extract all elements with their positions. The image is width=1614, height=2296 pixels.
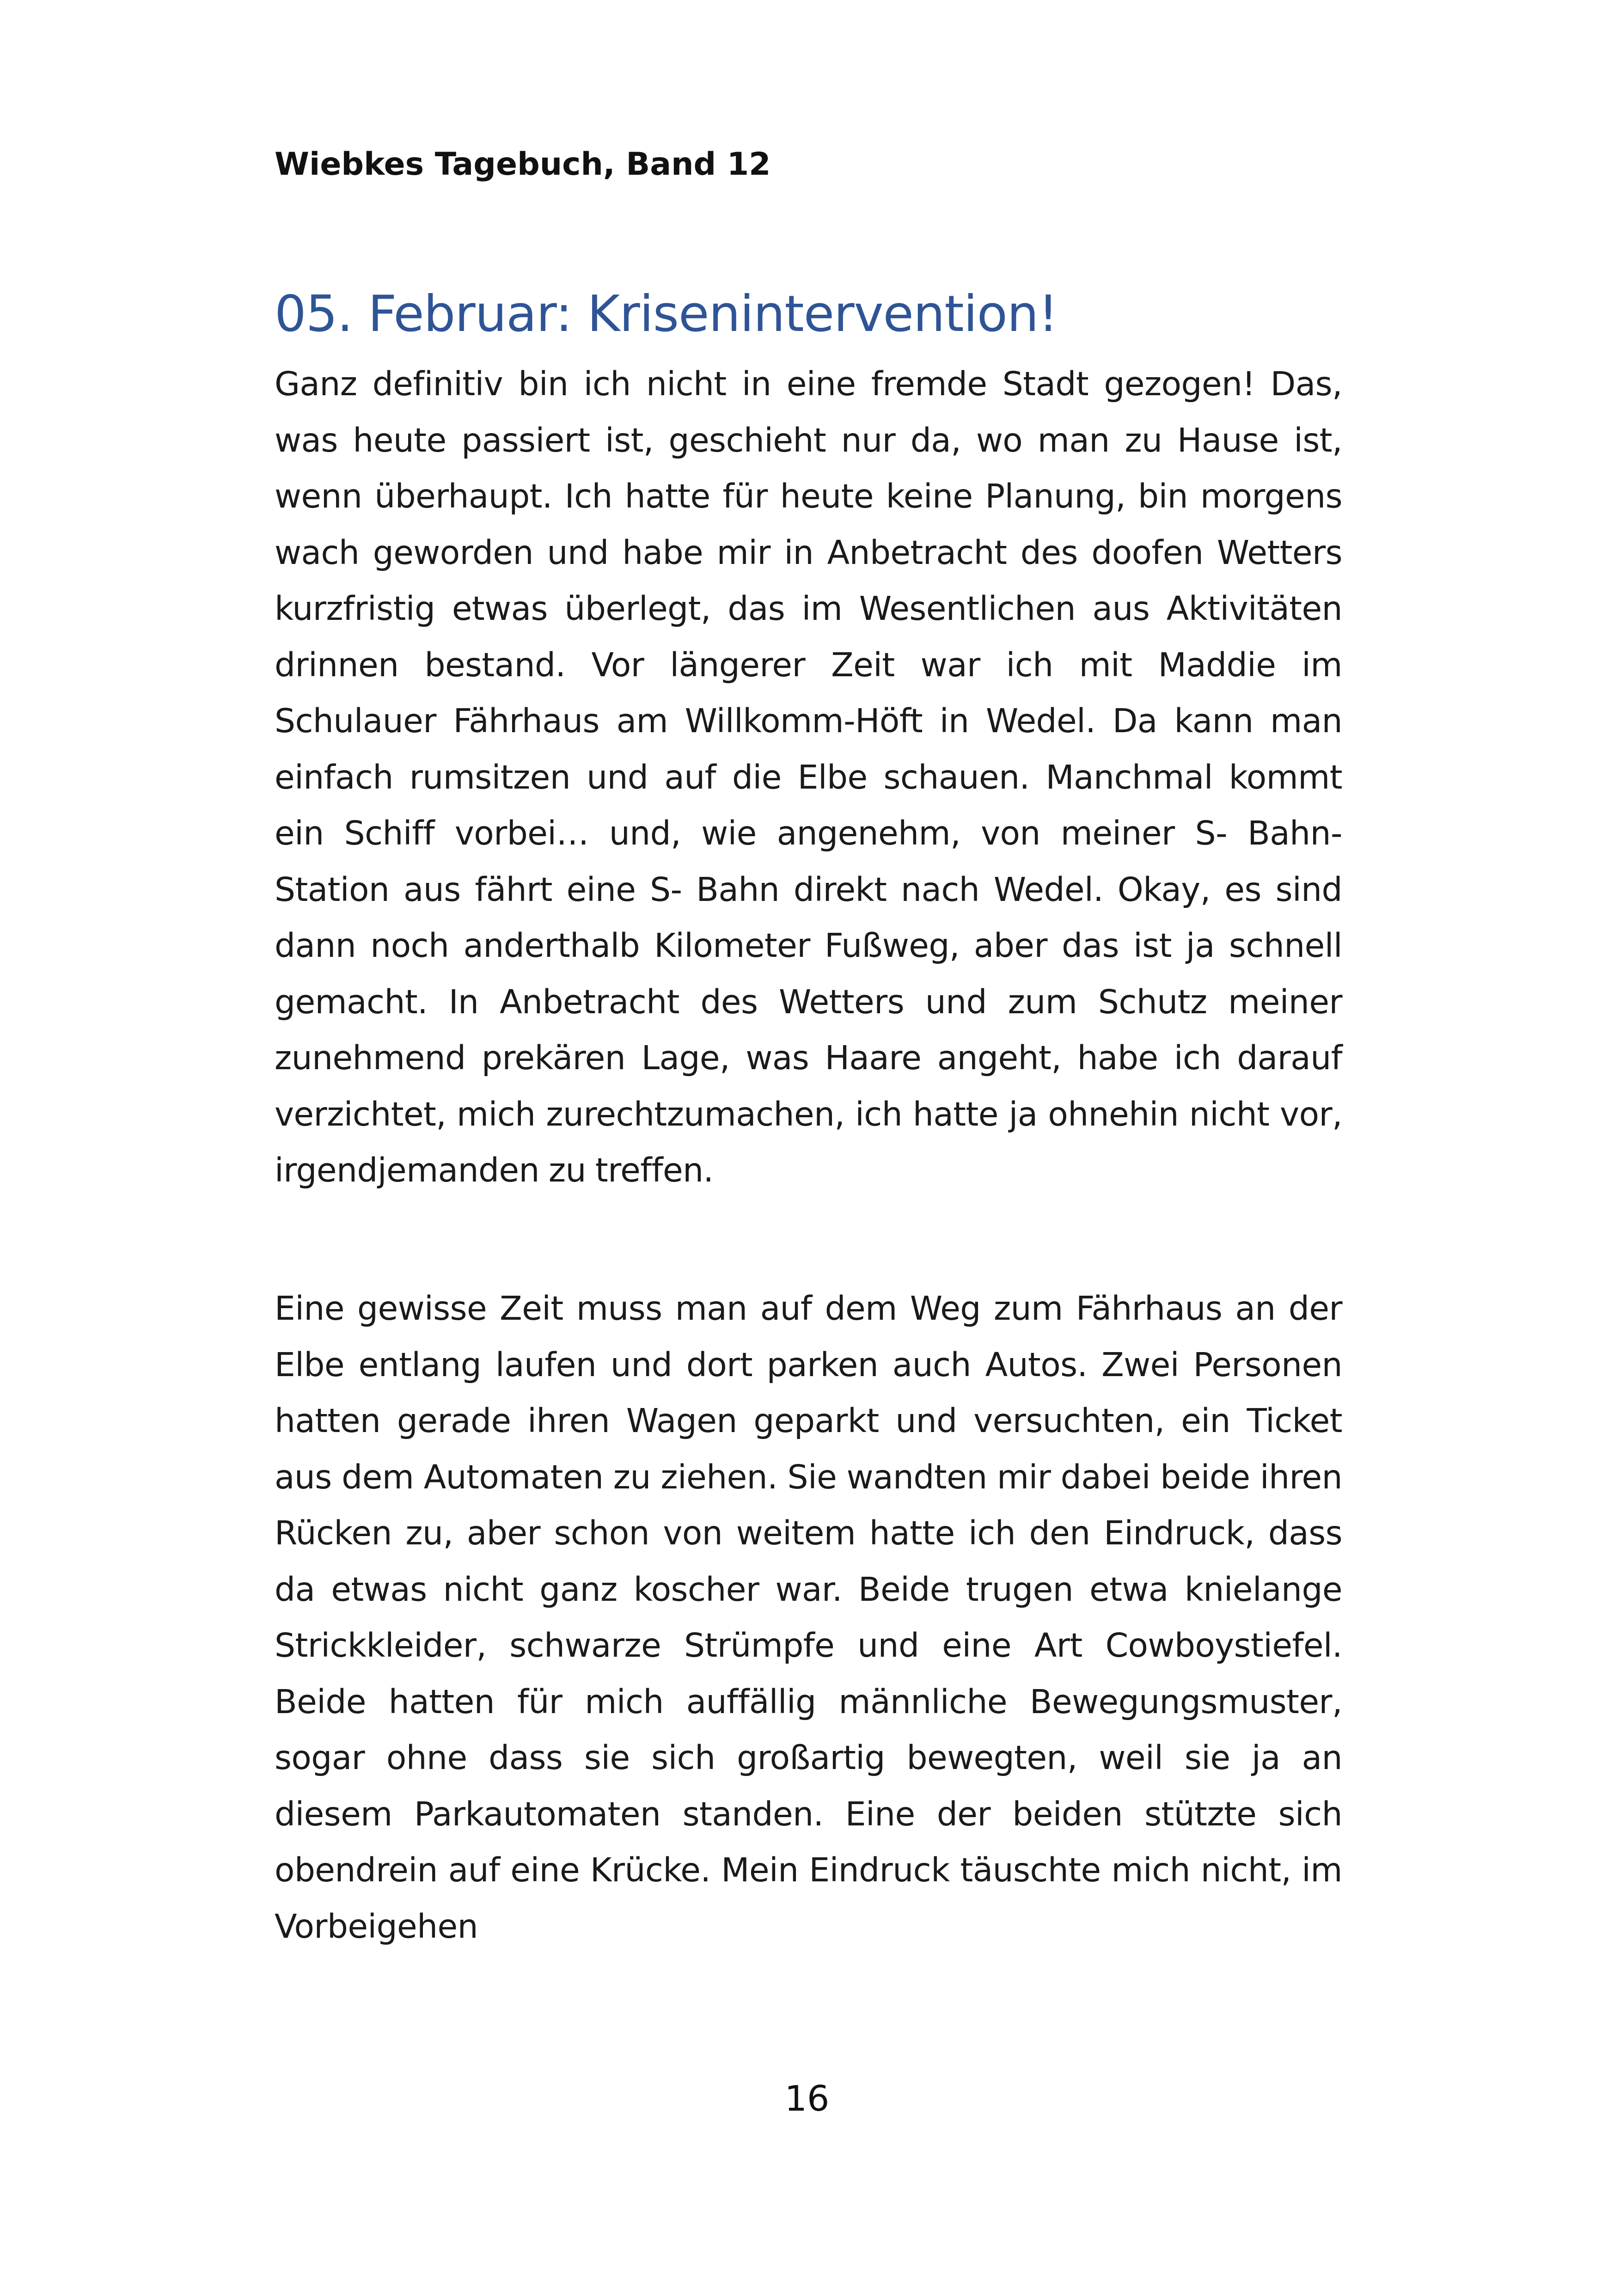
paragraph-1: Ganz definitiv bin ich nicht in eine fremde Stadt gezogen! Das, was heute passiert ist, geschieht nur da, wo man zu Hause ist, wenn überhaupt. Ich hatte für heute keine Planung, bin morgens wach geworden und habe mir in Anbetracht des doofen Wetters kurzfristig etwas überlegt, das im Wesentlichen aus Aktivitäten drinnen bestand. Vor längerer Zeit war ich mit Maddie im Schulauer Fährhaus am Willkomm-Höft in Wedel. Da kann man einfach rumsitzen und auf die Elbe schauen. Manchmal kommt ein Schiff vorbei… und, wie angenehm, von meiner S- Bahn- Station aus fährt eine S- Bahn direkt nach Wedel. Okay, es sind dann noch anderthalb Kilometer Fußweg, aber das ist ja schnell gemacht. In Anbetracht des Wetters und zum Schutz meiner zunehmend prekären Lage, was Haare angeht, habe ich darauf verzichtet, mich zurechtzumachen, ich hatte ja ohnehin nicht vor, irgendjemanden zu treffen. xyxy=(275,365,1342,1189)
page-number: 16 xyxy=(784,2078,830,2119)
paragraph-2: Eine gewisse Zeit muss man auf dem Weg zum Fährhaus an der Elbe entlang laufen und dort parken auch Autos. Zwei Personen hatten gerade ihren Wagen geparkt und versuchten, ein Ticket aus dem Automaten zu ziehen. Sie wandten mir dabei beide ihren Rücken zu, aber schon von weitem hatte ich den Eindruck, dass da etwas nicht ganz koscher war. Beide trugen etwa knielange Strickkleider, schwarze Strümpfe und eine Art Cowboystiefel. Beide hatten für mich auffällig männliche Bewegungsmuster, sogar ohne dass sie sich großartig bewegten, weil sie ja an diesem Parkautomaten standen. Eine der beiden stützte sich obendrein auf eine Krücke. Mein Eindruck täuschte mich nicht, im Vorbeigehen xyxy=(275,1289,1342,1946)
running-header-title: Wiebkes Tagebuch, Band 12 xyxy=(275,146,771,183)
diary-entry-title: 05. Februar: Krisenintervention! xyxy=(275,285,1058,343)
